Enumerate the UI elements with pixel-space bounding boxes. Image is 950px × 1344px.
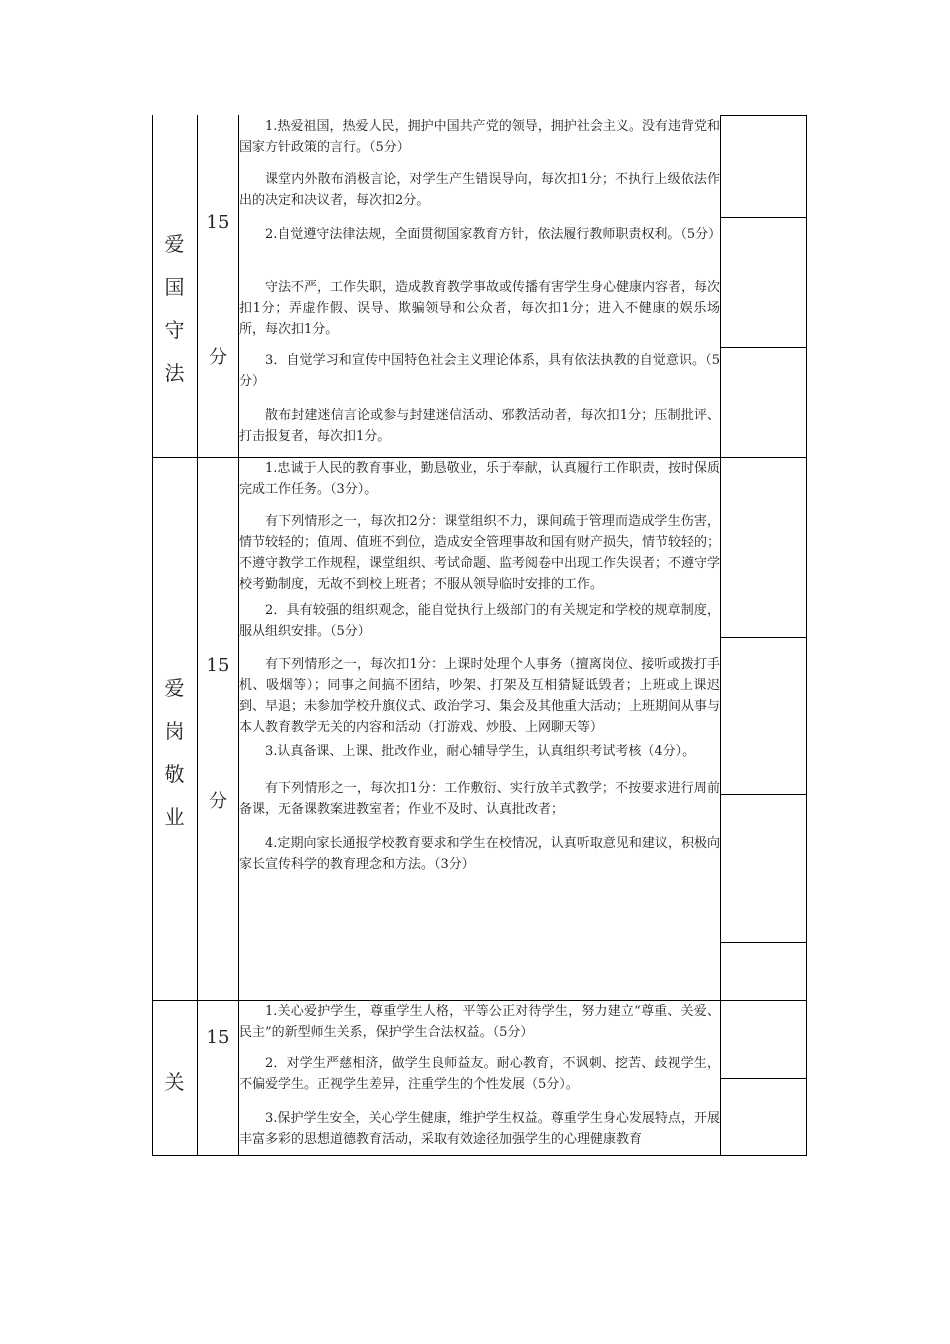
- deduction-text: 守法不严，工作失职，造成教育教学事故或传播有害学生身心健康内容者，每次扣1分；弄虚作假、误导、欺骗领导和公众者，每次扣1分；进入不健康的娱乐场所，每次扣1分。: [239, 280, 721, 337]
- category-char: 关: [164, 1070, 185, 1094]
- category-label: [152, 678, 197, 827]
- category-char: 爱: [164, 232, 185, 256]
- category-label: [152, 234, 197, 383]
- row-divider: [720, 347, 807, 348]
- score-number: 15: [206, 212, 230, 233]
- deduction-text: 散布封建迷信言论或参与封建迷信活动、邪教活动者，每次扣1分；压制批评、打击报复者，每次扣1分。: [239, 408, 720, 444]
- criterion-text: 3．自觉学习和宣传中国特色社会主义理论体系，具有依法执教的自觉意识。（5分）: [239, 353, 720, 389]
- row-divider: [720, 794, 807, 795]
- criterion-text: 3.认真备课、上课、批改作业，耐心辅导学生，认真组织考试考核（4分）。: [265, 744, 696, 759]
- row-divider: [720, 217, 807, 218]
- criterion-text: 4.定期向家长通报学校教育要求和学生在校情况，认真听取意见和建议，积极向家长宣传科学的教育理念和方法。（3分）: [239, 836, 720, 872]
- criterion-text: 1.热爱祖国，热爱人民，拥护中国共产党的领导，拥护社会主义。没有违背党和国家方针政策的言行。（5分）: [239, 119, 720, 155]
- row-divider: [720, 637, 807, 638]
- deduction-text: 有下列情形之一，每次扣1分：工作敷衍、实行放羊式教学；不按要求进行周前备课，无备课教案进教室者；作业不及时、认真批改者；: [239, 781, 720, 817]
- category-char: 国: [164, 275, 185, 299]
- score-number: 15: [206, 1027, 230, 1048]
- category-char: 守: [164, 318, 185, 342]
- deduction-text: 有下列情形之一，每次扣1分：上课时处理个人事务（擅离岗位、接听或拨打手机、吸烟等）；同事之间搞不团结，吵架、打架及互相猜疑诋毁者；上班或上课迟到、早退；未参加学校升旗仪式、政治学习、集会及其他重大活动；上班期间从事与本人教育教学无关的内容和活动（打游戏、炒股、上网聊天等）: [239, 657, 721, 735]
- deduction-text: 课堂内外散布消极言论，对学生产生错误导向，每次扣1分；不执行上级依法作出的决定和决议者，每次扣2分。: [239, 172, 720, 208]
- deduction-text: 有下列情形之一，每次扣2分：课堂组织不力，课间疏于管理而造成学生伤害，情节较轻的；值周、值班不到位，造成安全管理事故和国有财产损失，情节较轻的；不遵守教学工作规程，课堂组织、考试命题、监考阅卷中出现工作失误者；不遵守学校考勤制度，无故不到校上班者；不服从领导临时安排的工作。: [239, 514, 721, 592]
- score-number: 15: [206, 655, 230, 676]
- score-unit: 分: [209, 347, 227, 368]
- criterion-text: 2.自觉遵守法律法规，全面贯彻国家教育方针，依法履行教师职责权利。（5分）: [265, 227, 722, 242]
- category-char: 法: [164, 361, 185, 385]
- criterion-text: 2．具有较强的组织观念，能自觉执行上级部门的有关规定和学校的规章制度，服从组织安排。（5分）: [239, 603, 720, 639]
- category-char: 爱: [164, 676, 185, 700]
- category-char: 岗: [164, 719, 185, 743]
- category-label: [152, 1072, 197, 1092]
- criterion-text: 2．对学生严慈相济，做学生良师益友。耐心教育，不讽刺、挖苦、歧视学生，不偏爱学生。正视学生差异，注重学生的个性发展（5分）。: [239, 1056, 720, 1092]
- table-border-top: [720, 115, 807, 116]
- criterion-text: 1.关心爱护学生，尊重学生人格，平等公正对待学生，努力建立“尊重、关爱、民主”的新型师生关系，保护学生合法权益。（5分）: [239, 1004, 720, 1040]
- criterion-text: 3.保护学生安全，关心学生健康，维护学生权益。尊重学生身心发展特点，开展丰富多彩的思想道德教育活动，采取有效途径加强学生的心理健康教育: [239, 1111, 720, 1147]
- row-divider: [720, 942, 807, 943]
- category-char: 敬: [164, 762, 185, 786]
- score-unit: 分: [209, 791, 227, 812]
- row-divider: [720, 1078, 807, 1079]
- table-border-bottom: [152, 1155, 807, 1156]
- category-char: 业: [164, 805, 185, 829]
- criterion-text: 1.忠诚于人民的教育事业，勤恳敬业，乐于奉献，认真履行工作职责，按时保质完成工作任务。（3分）。: [239, 461, 720, 497]
